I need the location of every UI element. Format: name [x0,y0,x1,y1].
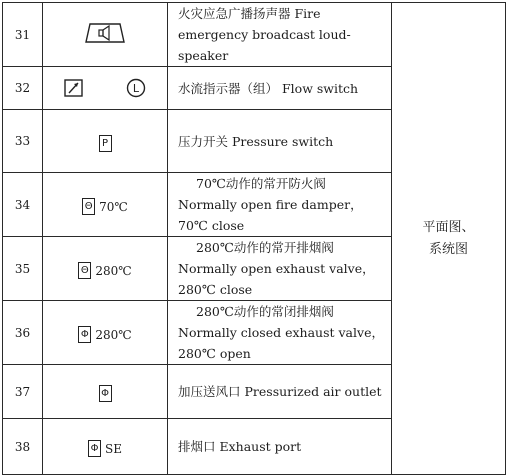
description-cn: 排烟口 [178,439,216,454]
exhaust-port-icon: Φ [88,440,101,457]
description-en: Pressure switch [232,133,334,149]
description-cell [168,365,392,419]
flow-switch-icon [63,78,85,98]
symbol-cell [43,3,168,67]
description-en: Pressurized air outlet [244,384,382,399]
symbol-label: 70℃ [99,199,128,214]
pressure-switch-icon: P [99,135,112,152]
symbol-cell [43,419,168,475]
description-en: Flow switch [282,80,359,96]
symbol-cell [43,301,168,365]
description-en: Normally open fire damper，70℃ close [178,197,363,233]
row-number: 37 [3,365,43,419]
description-cn: 280℃动作的常开排烟阀 [196,240,334,255]
row-number: 38 [3,419,43,475]
circle-l-letter: L [132,82,140,95]
description-en: Normally closed exhaust valve，280℃ open [178,325,384,361]
description-cell [168,67,392,110]
row-number: 31 [3,3,43,67]
outlet-icon: Φ [99,385,112,402]
damper-icon: Θ [78,262,91,279]
description-cell [168,3,392,67]
row-number: 36 [3,301,43,365]
description-cell [168,173,392,237]
description-cell [168,237,392,301]
scope-line-1: 平面图、 [422,219,475,235]
row-number: 34 [3,173,43,237]
description-cell [168,419,392,475]
scope-cell [392,3,506,475]
symbol-cell [43,110,168,173]
damper-icon: Θ [82,198,95,215]
description-cn: 280℃动作的常闭排烟阀 [196,304,334,319]
symbol-cell [43,237,168,301]
loudspeaker-icon [84,22,126,44]
circle-l-icon [125,77,147,99]
description-cn: 压力开关 [178,133,229,149]
description-cell [168,110,392,173]
description-cn: 水流指示器（组） [178,80,279,96]
row-number: 35 [3,237,43,301]
scope-line-2: 系统图 [428,241,468,257]
symbol-cell [43,365,168,419]
description-en: Normally open exhaust valve，280℃ close [178,261,375,297]
symbol-label: 280℃ [95,263,132,278]
description-en: Exhaust port [219,439,302,454]
description-cn: 加压送风口 [178,384,241,399]
description-cn: 火灾应急广播扬声器 [178,6,291,21]
valve-icon: Φ [78,326,91,343]
description-cn: 70℃动作的常开防火阀 [196,176,326,191]
symbol-cell [43,173,168,237]
table-row [3,3,506,67]
symbol-label: SE [105,441,122,456]
symbol-label: 280℃ [95,327,132,342]
description-en: Fire emergency broadcast loud-speaker [178,6,351,63]
symbol-table [2,2,506,475]
row-number: 33 [3,110,43,173]
description-cell [168,301,392,365]
symbol-cell [43,67,168,110]
row-number: 32 [3,67,43,110]
